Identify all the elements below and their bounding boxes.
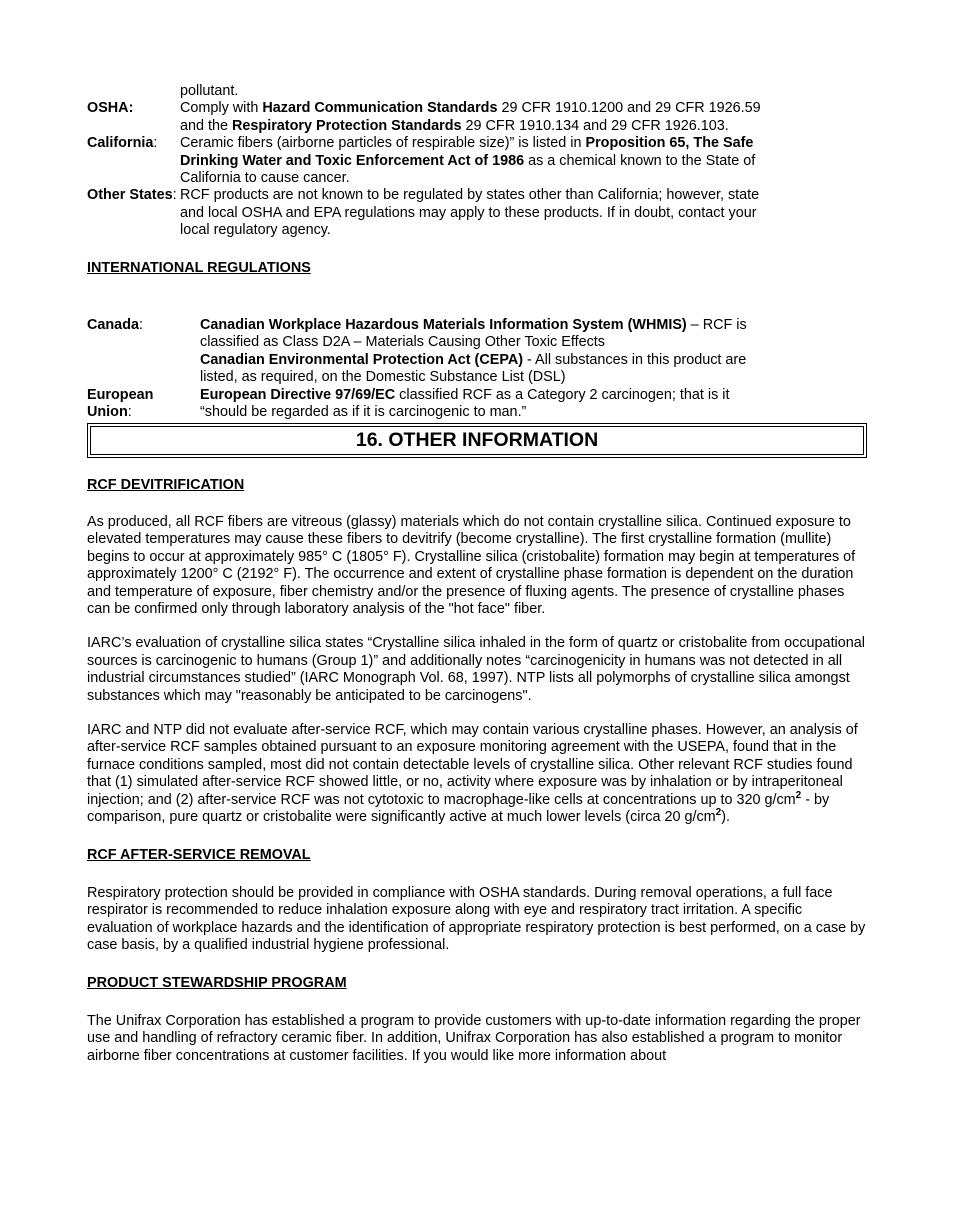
devitrification-paragraph-2: IARC’s evaluation of crystalline silica states “Crystalline silica inhaled in the form of quartz or cristobalite from occupational sources is carcinogenic to humans (Group 1)” and additionally notes “carcinogenicity in humans was not detected in all industrial circumstances studied” (IARC Monograph Vol. 68, 1997). NTP lists all polymorphs of crystalline silica amongst substances which may "reasonably be anticipated to be carcinogens".: [87, 635, 865, 704]
fragment-row: [87, 83, 867, 100]
osha-row: [87, 100, 867, 135]
product-stewardship-heading: PRODUCT STEWARDSHIP PROGRAM: [87, 975, 347, 992]
document-page: [87, 83, 867, 1065]
after-service-removal-heading: RCF AFTER-SERVICE REMOVAL: [87, 847, 311, 864]
osha-label: OSHA:: [87, 100, 134, 117]
eu-row: European Union: European Directive 97/69/EC classified RCF as a Category 2 carcinogen; that is it “should be regarded as if it is carcinogenic to man.”: [87, 387, 867, 422]
international-regulations-heading: INTERNATIONAL REGULATIONS: [87, 259, 311, 276]
other-states-text: RCF products are not known to be regulated by states other than California; however, state and local OSHA and EPA regulations may apply to these products. If in doubt, contact your local regulatory agency.: [180, 187, 760, 239]
canada-text: Canadian Workplace Hazardous Materials Information System (WHMIS) – RCF is classified as Class D2A – Materials Causing Other Toxic Effects Canadian Environmental Protection Act (CEPA) - All substances in this product are listed, as required, on the Domestic Substance List (DSL): [200, 317, 747, 386]
california-label: California: [87, 135, 154, 152]
rcf-devitrification-heading: RCF DEVITRIFICATION: [87, 476, 245, 493]
section-16-header: [87, 423, 867, 458]
top-fragment: pollutant.: [180, 83, 239, 99]
devitrification-paragraph-1: As produced, all RCF fibers are vitreous (glassy) materials which do not contain crystalline silica. Continued exposure to elevated temperatures may cause these fibers to devitrify (become crystalline). The first crystalline formation (mullite) begins to occur at approximately 985° C (1805° F). Crystalline silica (cristobalite) formation may begin at temperatures of approximately 1200° C (2192° F). The occurrence and extent of crystalline phase formation is dependent on the duration and temperature of exposure, fiber chemistry and/or the presence of fluxing agents. The presence of crystalline phases can be confirmed only through laboratory analysis of the "hot face" fiber.: [87, 513, 856, 617]
eu-text: European Directive 97/69/EC classified RCF as a Category 2 carcinogen; that is it “should be regarded as if it is carcinogenic to man.”: [200, 386, 730, 421]
osha-text: Comply with Hazard Communication Standards 29 CFR 1910.1200 and 29 CFR 1926.59 and the Respiratory Protection Standards 29 CFR 1910.134 and 29 CFR 1926.103.: [180, 100, 761, 134]
stewardship-paragraph: The Unifrax Corporation has established a program to provide customers with up-to-date information regarding the proper use and handling of refractory ceramic fiber. In addition, Unifrax Corporation has also established a program to monitor airborne fiber concentrations at customer facilities. If you would like more information about: [87, 1012, 861, 1064]
california-text: Ceramic fibers (airborne particles of respirable size)” is listed in Proposition 65, The Safe Drinking Water and Toxic Enforcement Act of 1986 as a chemical known to the State of California to cause cancer.: [180, 135, 756, 187]
other-states-row: Other States: RCF products are not known to be regulated by states other than California; however, state and local OSHA and EPA regulations may apply to these products. If in doubt, contact your local regulatory agency.: [87, 187, 867, 239]
california-row: California: Ceramic fibers (airborne particles of respirable size)” is listed in Proposition 65, The Safe Drinking Water and Toxic Enforcement Act of 1986 as a chemical known to the State of California to cause cancer.: [87, 135, 867, 187]
eu-label: European Union: [87, 386, 154, 421]
section-16-title: 16. OTHER INFORMATION: [90, 426, 864, 455]
canada-label: Canada: [87, 317, 139, 334]
removal-paragraph: Respiratory protection should be provided in compliance with OSHA standards. During removal operations, a full face respirator is recommended to reduce inhalation exposure along with eye and respiratory tract irritation. A specific evaluation of workplace hazards and the identification of appropriate respiratory protection is best performed, on a case by case basis, by a qualified industrial hygiene professional.: [87, 884, 866, 954]
other-states-label: Other States: [87, 187, 173, 204]
canada-row: Canada: Canadian Workplace Hazardous Materials Information System (WHMIS) – RCF is classified as Class D2A – Materials Causing Other Toxic Effects Canadian Environmental Protection Act (CEPA) - All substances in this product are listed, as required, on the Domestic Substance List (DSL): [87, 317, 867, 387]
devitrification-paragraph-3: IARC and NTP did not evaluate after-service RCF, which may contain various crystalline phases. However, an analysis of after-service RCF samples obtained pursuant to an exposure monitoring agreement with the USEPA, found that in the furnace conditions sampled, most did not contain detectable levels of crystalline silica. Other relevant RCF studies found that (1) simulated after-service RCF showed little, or no, activity where exposure was by inhalation or by intraperitoneal injection; and (2) after-service RCF was not cytotoxic to macrophage-like cells at concentrations up to 320 $g/cm^2$ - by comparison, pure quartz or cristobalite were significantly active at much lower levels (circa 20 $g/cm^2$).: [87, 721, 858, 825]
